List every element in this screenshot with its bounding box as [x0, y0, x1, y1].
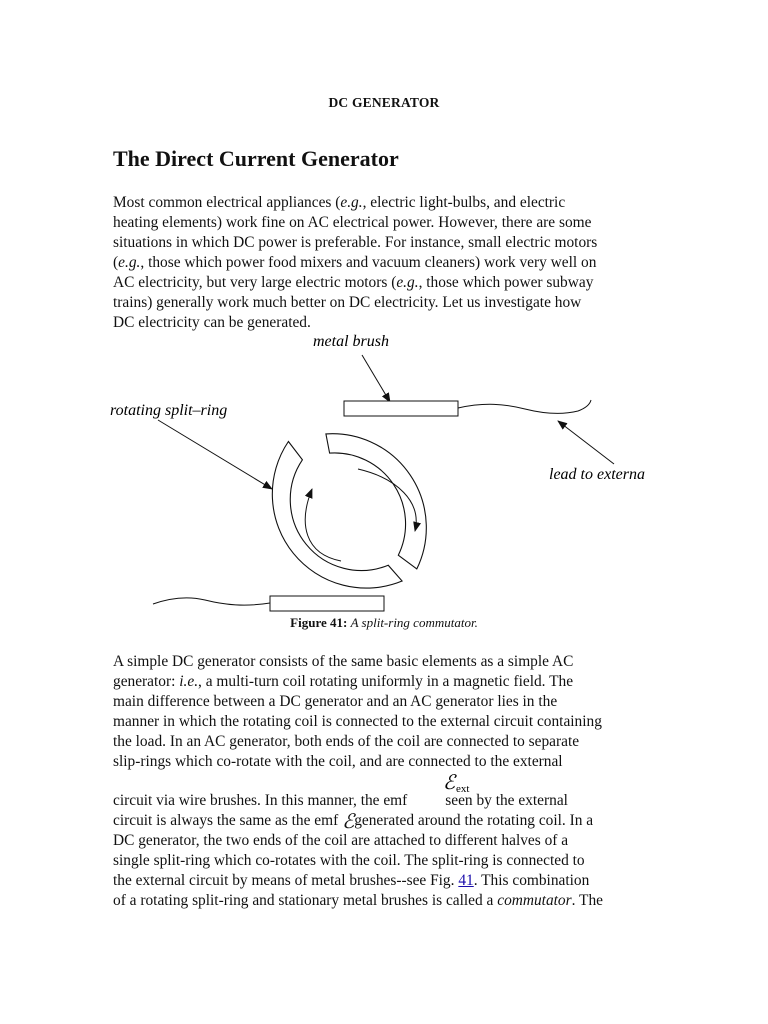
split-ring-arrow [158, 420, 272, 489]
emf-inline-symbol: ℰ [342, 809, 355, 833]
split-ring-commutator-figure [100, 328, 680, 618]
body-paragraph-part1 [113, 652, 658, 772]
lead-arrow [558, 421, 614, 464]
text-line: Most common electrical appliances (e.g., electric light-bulbs, and electric [113, 194, 566, 211]
text-line: (e.g., those which power food mixers and vacuum cleaners) work very well on [113, 254, 597, 271]
text-line: single split-ring which co-rotates with the coil. The split-ring is connected to [113, 852, 585, 869]
text-line: heating elements) work fine on AC electrical power. However, there are some [113, 214, 592, 231]
text-line: trains) generally work much better on DC electricity. Let us investigate how [113, 294, 582, 311]
top-metal-brush [344, 401, 458, 416]
text-line: the external circuit by means of metal brushes--see Fig. 41. This combination [113, 872, 590, 889]
text-line: the load. In an AC generator, both ends of the coil are connected to separate [113, 733, 580, 750]
text-line: AC electricity, but very large electric motors (e.g., those which power subway [113, 274, 594, 291]
text-line: main difference between a DC generator and an AC generator lies in the [113, 693, 558, 710]
bottom-metal-brush [270, 596, 384, 611]
emf-subscript-text: ext [456, 783, 470, 794]
split-ring-label: rotating split–ring [110, 402, 228, 419]
body-paragraph-part2 [113, 791, 658, 911]
document-header: DC GENERATOR [328, 95, 440, 110]
text-line: generator: i.e., a multi-turn coil rotating uniformly in a magnetic field. The [113, 673, 574, 690]
text-line: DC generator, the two ends of the coil are attached to different halves of a [113, 832, 569, 849]
text-line: circuit via wire brushes. In this manner, the emf seen by the external [113, 792, 568, 809]
intro-paragraph [113, 193, 658, 333]
figure-number: Figure 41: [290, 615, 348, 630]
section-title: The Direct Current Generator [113, 146, 399, 171]
figure-41-link[interactable]: 41 [458, 872, 474, 889]
metal-brush-arrow [362, 355, 390, 402]
text-line: situations in which DC power is preferable. For instance, small electric motors [113, 234, 598, 251]
metal-brush-label: metal brush [313, 333, 389, 350]
figure-caption-text: A split-ring commutator. [350, 615, 478, 630]
text-line: manner in which the rotating coil is connected to the external circuit containing [113, 713, 602, 730]
split-ring-upper-half [326, 434, 426, 569]
text-line: DC electricity can be generated. [113, 314, 311, 331]
lead-label: lead to externa [549, 466, 645, 483]
text-line: circuit is always the same as the emf ℰgenerated around the rotating coil. In a [113, 809, 594, 833]
text-line: of a rotating split-ring and stationary metal brushes is called a commutator. The [113, 892, 603, 909]
text-line: A simple DC generator consists of the same basic elements as a simple AC [113, 653, 574, 670]
text-line: slip-rings which co-rotate with the coil, and are connected to the external [113, 753, 563, 770]
bottom-lead-wire [153, 598, 270, 605]
emf-symbol-text: ℰ [443, 772, 456, 794]
top-lead-wire [458, 400, 591, 413]
figure-caption [0, 615, 768, 631]
